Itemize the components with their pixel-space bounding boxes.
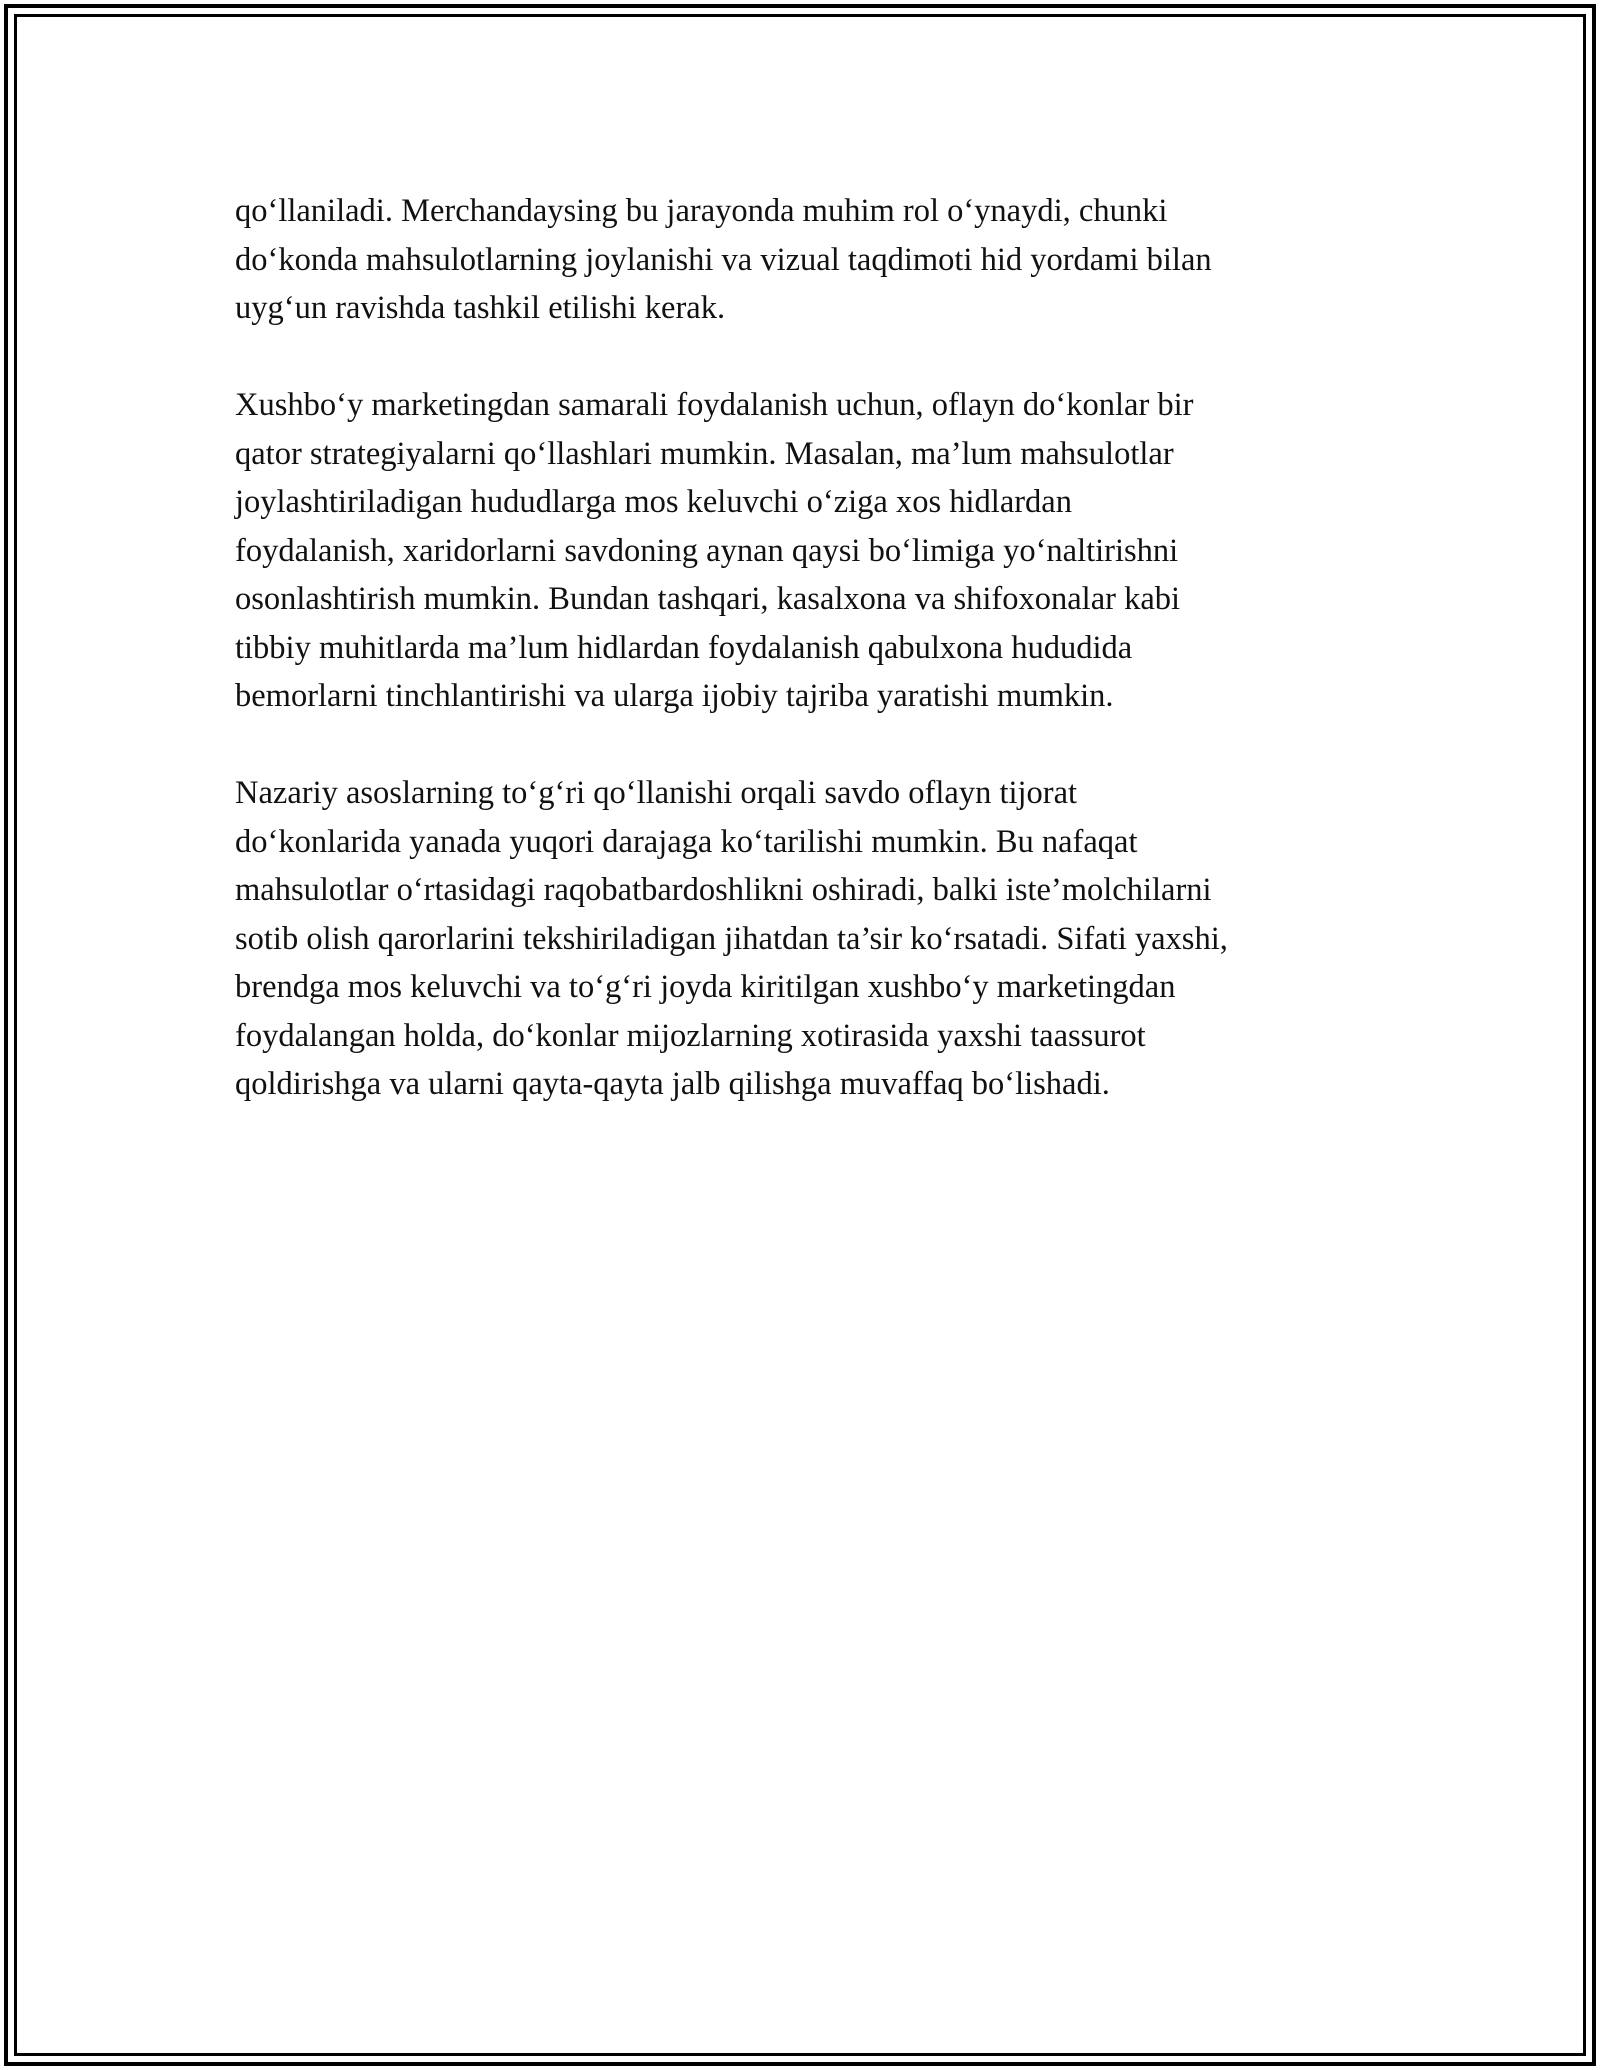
text-line: mahsulotlar o‘rtasidagi raqobatbardoshlikni oshiradi, balki iste’molchilarni [235,872,1212,908]
text-line: Xushbo‘y marketingdan samarali foydalanish uchun, oflayn do‘konlar bir [235,387,1194,423]
text-line: qoldirishga va ularni qayta-qayta jalb qilishga muvaffaq bo‘lishadi. [235,1066,1110,1102]
text-line: osonlashtirish mumkin. Bundan tashqari, kasalxona va shifoxonalar kabi [235,581,1181,617]
paragraph-3 [235,769,1385,1109]
text-line: qo‘llaniladi. Merchandaysing bu jarayonda muhim rol o‘ynaydi, chunki [235,193,1168,229]
paragraph-1 [235,187,1385,333]
text-line: qator strategiyalarni qo‘llashlari mumkin. Masalan, ma’lum mahsulotlar [235,435,1174,472]
text-line: do‘konlarida yanada yuqori darajaga ko‘tarilishi mumkin. Bu nafaqat [235,823,1138,860]
text-line: foydalanish, xaridorlarni savdoning aynan qaysi bo‘limiga yo‘naltirishni [235,532,1179,569]
text-line: sotib olish qarorlarini tekshiriladigan jihatdan ta’sir ko‘rsatadi. Sifati yaxshi, [235,920,1228,957]
text-line: brendga mos keluvchi va to‘g‘ri joyda kiritilgan xushbo‘y marketingdan [235,969,1176,1005]
text-line: uyg‘un ravishda tashkil etilishi kerak. [235,290,726,326]
text-line: tibbiy muhitlarda ma’lum hidlardan foydalanish qabulxona hududida [235,629,1133,666]
paragraph-2 [235,381,1385,721]
document-body [235,187,1385,1157]
text-line: Nazariy asoslarning to‘g‘ri qo‘llanishi orqali savdo oflayn tijorat [235,775,1078,811]
text-line: bemorlarni tinchlantirishi va ularga ijobiy tajriba yaratishi mumkin. [235,678,1114,714]
text-line: foydalangan holda, do‘konlar mijozlarning xotirasida yaxshi taassurot [235,1017,1146,1054]
text-line: do‘konda mahsulotlarning joylanishi va vizual taqdimoti hid yordami bilan [235,241,1212,278]
text-line: joylashtiriladigan hududlarga mos keluvchi o‘ziga xos hidlardan [235,484,1072,520]
